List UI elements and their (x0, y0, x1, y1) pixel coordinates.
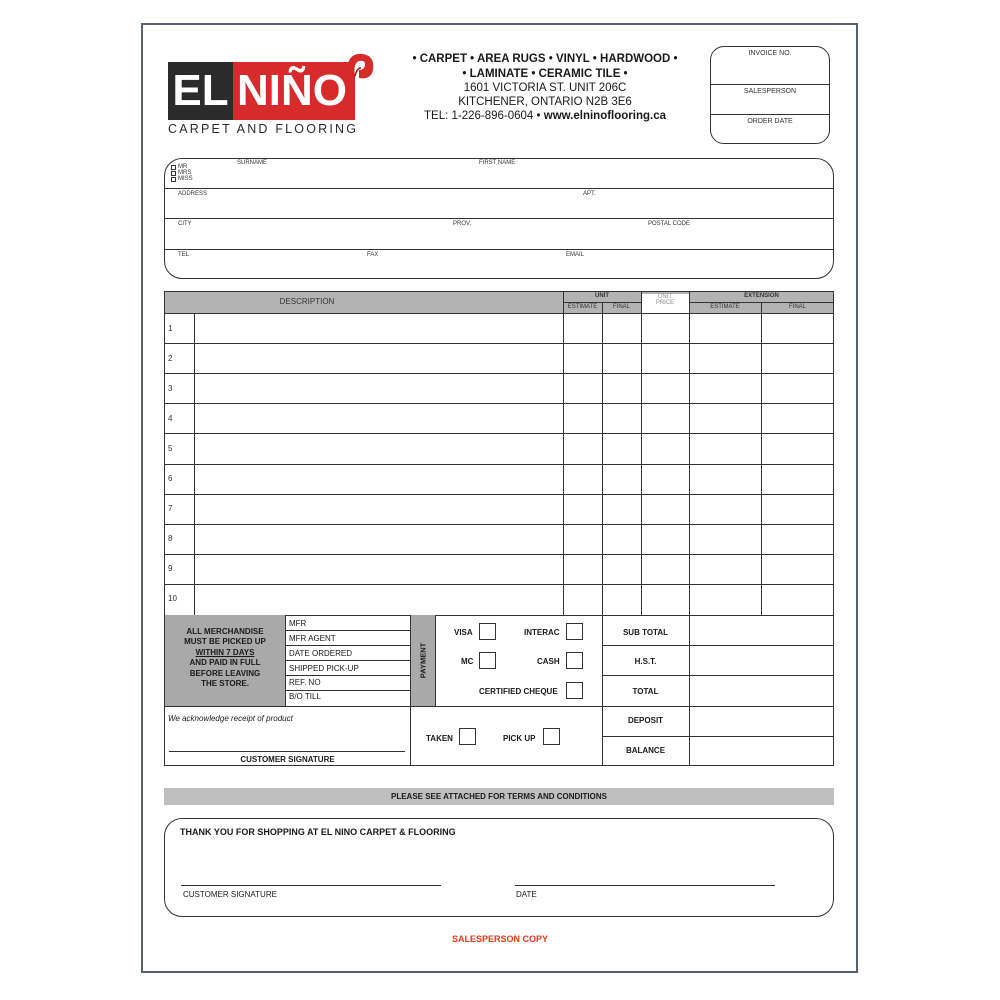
salesperson-label: SALESPERSON (743, 88, 797, 95)
ext-estimate-header: ESTIMATE (710, 304, 740, 310)
header-tel: TEL: 1-226-896-0604 • (424, 110, 544, 122)
certified-cheque-label: CERTIFIED CHEQUE (479, 687, 558, 696)
unit-header: UNIT (595, 293, 609, 299)
date-ordered-label: DATE ORDERED (289, 649, 352, 658)
header-products-line2: • LAMINATE • CERAMIC TILE • (462, 68, 628, 80)
deposit-label: DEPOSIT (627, 716, 664, 725)
visa-label: VISA (454, 628, 473, 637)
unit-price-line1: UNIT (658, 294, 672, 300)
divider (164, 494, 834, 495)
divider (164, 433, 834, 434)
divider (689, 291, 690, 766)
unit-final-header: FINAL (612, 304, 630, 310)
cash-checkbox[interactable] (566, 652, 583, 669)
unit-price-header (641, 294, 689, 313)
notice-line: THE STORE. (201, 679, 249, 689)
header-city: KITCHENER, ONTARIO N2B 3E6 (458, 96, 632, 108)
row-number: 8 (168, 534, 173, 543)
header-products-line1: • CARPET • AREA RUGS • VINYL • HARDWOOD • (412, 53, 678, 65)
postal-code-label: POSTAL CODE (648, 221, 691, 227)
divider (710, 114, 830, 115)
divider (164, 218, 834, 219)
divider (164, 313, 834, 314)
row-number: 7 (168, 504, 173, 513)
notice-line: MUST BE PICKED UP (184, 637, 266, 647)
notice-line: ALL MERCHANDISE (186, 627, 264, 636)
logo-el: EL (168, 62, 233, 120)
hst-label: H.S.T. (634, 657, 657, 666)
apt-label: APT. (583, 191, 596, 197)
divider (410, 706, 411, 766)
bo-till-label: B/O TILL (289, 692, 321, 701)
customer-signature-label-2: CUSTOMER SIGNATURE (183, 890, 277, 899)
row-number: 2 (168, 354, 173, 363)
cash-label: CASH (537, 657, 560, 666)
mfr-agent-label: MFR AGENT (289, 634, 336, 643)
notice-line: WITHIN 7 DAYS (195, 647, 255, 657)
acknowledge-text: We acknowledge receipt of product (168, 714, 293, 723)
divider (164, 554, 834, 555)
invoice-no-label: INVOICE NO. (748, 50, 792, 57)
divider (285, 675, 410, 676)
fax-label: FAX (367, 252, 379, 258)
divider (285, 630, 410, 631)
divider (602, 736, 834, 737)
divider (602, 645, 834, 646)
prov-label: PROV. (453, 221, 472, 227)
carpet-roll-icon (345, 48, 379, 120)
invoice-info-box (710, 46, 830, 144)
pickup-checkbox[interactable] (543, 728, 560, 745)
ext-final-header: FINAL (788, 304, 806, 310)
city-label: CITY (178, 221, 192, 227)
date-line[interactable] (515, 885, 775, 886)
surname-label: SURNAME (237, 160, 268, 166)
divider (641, 291, 642, 615)
divider (164, 464, 834, 465)
taken-label: TAKEN (426, 734, 453, 743)
tel-label: TEL (178, 252, 190, 258)
salesperson-copy-label: SALESPERSON COPY (451, 934, 549, 944)
row-number: 4 (168, 414, 173, 423)
thank-you-message: THANK YOU FOR SHOPPING AT EL NINO CARPET & FLOORING (180, 827, 456, 837)
divider (164, 584, 834, 585)
sub-total-label: SUB TOTAL (622, 628, 669, 637)
terms-banner: PLEASE SEE ATTACHED FOR TERMS AND CONDITIONS (164, 788, 834, 805)
date-label: DATE (516, 890, 537, 899)
row-number: 5 (168, 444, 173, 453)
title-miss-label: MISS (178, 176, 193, 182)
ref-no-label: REF. NO (289, 678, 321, 687)
mc-checkbox[interactable] (479, 652, 496, 669)
first-name-label: FIRST NAME (479, 160, 516, 166)
balance-label: BALANCE (625, 746, 666, 755)
unit-price-line2: PRICE (655, 300, 675, 306)
notice-line: BEFORE LEAVING (189, 668, 261, 678)
address-label: ADDRESS (178, 191, 208, 197)
divider (761, 302, 762, 615)
row-number: 6 (168, 474, 173, 483)
title-mr-checkbox[interactable] (171, 165, 176, 170)
shipped-pickup-label: SHIPPED PICK-UP (289, 664, 359, 673)
pickup-label: PICK UP (503, 734, 536, 743)
divider (285, 645, 410, 646)
title-mrs-label: MRS (178, 170, 192, 176)
order-date-label: ORDER DATE (747, 118, 793, 125)
divider (563, 302, 834, 303)
divider (602, 302, 603, 615)
logo-nino: NIÑO (233, 62, 351, 120)
signature-line[interactable] (181, 885, 441, 886)
taken-checkbox[interactable] (459, 728, 476, 745)
certified-cheque-checkbox[interactable] (566, 682, 583, 699)
notice-line: AND PAID IN FULL (189, 658, 261, 668)
signature-line[interactable] (169, 751, 405, 752)
interac-label: INTERAC (524, 628, 560, 637)
customer-signature-label: CUSTOMER SIGNATURE (240, 755, 335, 764)
divider (164, 706, 834, 707)
mc-label: MC (461, 657, 474, 666)
total-label: TOTAL (632, 687, 659, 696)
divider (164, 188, 834, 189)
extension-header: EXTENSION (744, 293, 779, 299)
description-header: DESCRIPTION (279, 297, 335, 306)
pickup-notice (165, 627, 285, 689)
divider (710, 84, 830, 85)
unit-estimate-header: ESTIMATE (567, 304, 598, 310)
header-address: 1601 VICTORIA ST. UNIT 206C (463, 82, 627, 94)
payment-label: PAYMENT (418, 642, 428, 679)
divider (164, 249, 834, 250)
header-contact (400, 110, 690, 122)
row-number: 9 (168, 564, 173, 573)
divider (602, 675, 834, 676)
header-website: www.elninoflooring.ca (543, 110, 666, 122)
interac-checkbox[interactable] (566, 623, 583, 640)
divider (285, 660, 410, 661)
title-miss-checkbox[interactable] (171, 177, 176, 182)
divider (164, 373, 834, 374)
row-number: 3 (168, 384, 173, 393)
divider (563, 291, 564, 615)
divider (164, 343, 834, 344)
mfr-label: MFR (289, 619, 307, 628)
row-number: 1 (168, 324, 173, 333)
divider (164, 524, 834, 525)
title-mrs-checkbox[interactable] (171, 171, 176, 176)
divider (164, 403, 834, 404)
visa-checkbox[interactable] (479, 623, 496, 640)
title-mr-label: MR (178, 164, 188, 170)
row-number: 10 (168, 594, 177, 603)
email-label: EMAIL (566, 252, 585, 258)
logo-subtitle: CARPET AND FLOORING (168, 122, 359, 136)
divider (285, 690, 410, 691)
